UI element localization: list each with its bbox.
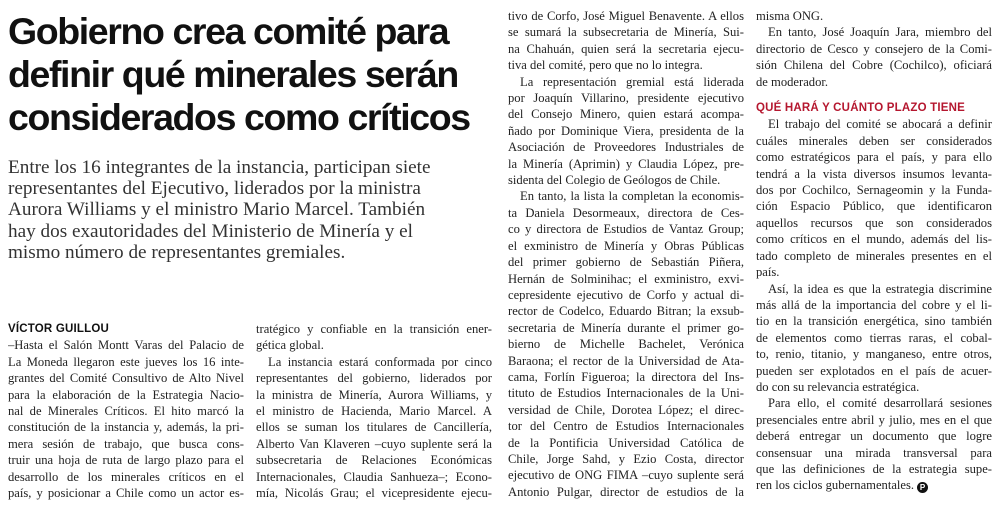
text-line: Internacionales, Claudia Sanhueza–; Econo-: [256, 469, 492, 484]
article-column-4: [756, 8, 992, 494]
text-line: de moderador.: [756, 74, 829, 89]
text-line: secretaria de Minería durante el primer go-: [508, 320, 744, 335]
text-line: sión Chilena del Cobre (Cochilco), oficiará: [756, 58, 992, 73]
text-line: Hernán de Solminihac; el exministro, exvi-: [508, 271, 744, 286]
text-line: como críticos en el mundo, además del lis-: [756, 232, 992, 247]
text-line: co y directora de Estudios de Vantaz Group;: [508, 222, 744, 237]
text-line: dos por Cochilco, Sernageomin y la Funda-: [756, 183, 992, 198]
text-line: subsecretaria de Relaciones Económicas: [256, 453, 492, 468]
byline: VÍCTOR GUILLOU: [8, 323, 109, 335]
text-line: grantes del Comité Consultivo de Alto Nivel: [8, 371, 244, 386]
text-line: Baraona; el rector de la Universidad de Ata-: [508, 353, 744, 368]
text-line: gética global.: [256, 338, 324, 353]
text-line: En tanto, la lista la completan la economis-: [520, 189, 744, 204]
headline: [8, 10, 498, 139]
text-line: mía, Nicolás Grau; el vicepresidente ejecu-: [256, 486, 492, 501]
text-line: el exministro de Minería y Obras Públicas: [508, 238, 744, 253]
text-line: tiva del comité, pero que no lo integra.: [508, 58, 703, 73]
text-line: ejecutivo de ONG FIMA –cuyo suplente será: [508, 468, 744, 483]
text-line: país.: [756, 265, 780, 280]
text-line: la ministra de Minería, Aurora Williams, y: [256, 387, 492, 402]
text-line: de la Pontificia Universidad Católica de: [508, 435, 744, 450]
text-line: que las definiciones de la estrategia supe-: [756, 461, 992, 476]
text-line: para la elaboración de la Estrategia Nacio-: [8, 387, 244, 402]
text-line: tivo de Corfo, José Miguel Benavente. A ellos: [508, 9, 744, 23]
last-line: [756, 477, 992, 493]
text-line: como estratégicos para el país, y para ello: [756, 150, 992, 165]
text-line: de elementos como tierras raras, el cobal-: [756, 330, 992, 345]
article-column-3: [508, 8, 744, 500]
text-line: Chile, Jorge Sahd, y Ezio Costa, director: [508, 451, 744, 466]
text-line: presenciales entre abril y julio, mes en el que: [756, 412, 992, 427]
text-line: cepresidente ejecutivo de Corfo y actual di-: [508, 287, 744, 302]
text-line: aquellos recursos que son considerados: [756, 215, 992, 230]
text-line: versidad de Chile, Dorotea López; el direc-: [508, 402, 744, 417]
text-line: Para ello, el comité desarrollará sesiones: [768, 396, 992, 411]
text-line: tio en la transición energética, sino también: [756, 314, 992, 329]
text-line: ren los ciclos gubernamentales.: [756, 478, 915, 493]
text-line: tratégico y confiable en la transición ener-: [256, 322, 492, 336]
text-line: tor del Centro de Estudios Internacionales: [508, 419, 744, 434]
text-line: más allá de la importancia del cobre y el li-: [756, 297, 992, 312]
text-line: ta Daniela Desormeaux, directora de Ces-: [508, 205, 744, 220]
text-line: La instancia estará conformada por cinco: [268, 354, 492, 369]
subhead-line: mismo número de representantes gremiales.: [8, 241, 346, 263]
text-line: ñado por Dominique Viera, presidenta de la: [508, 123, 744, 138]
text-line: En tanto, José Joaquín Jara, miembro del: [768, 25, 992, 40]
subheadline: [8, 157, 498, 263]
text-line: la Minería (Aprimin) y Claudia López, pre-: [508, 156, 744, 171]
text-line: Así, la idea es que la estrategia discrimine: [768, 281, 992, 296]
subhead-line: Entre los 16 integrantes de la instancia, participan siete: [8, 157, 431, 178]
text-line: to, renio, titanio, y manganeso, entre otros,: [756, 347, 992, 362]
subhead-line: representantes del Ejecutivo, liderados por la ministra: [8, 178, 421, 200]
text-line: constitución de la instancia y, además, la pri-: [8, 420, 244, 435]
text-line: rector de Codelco, Eduardo Bitran; la exsub-: [508, 304, 744, 319]
article-column-1: [8, 321, 244, 501]
text-line: truir una hoja de ruta de largo plazo para el: [8, 453, 244, 468]
text-line: do con su relevancia estratégica.: [756, 379, 920, 394]
text-line: La representación gremial está liderada: [520, 74, 744, 89]
text-line: del Consejo Minero, quien estará acompa-: [508, 107, 744, 122]
text-line: cama, Forlín Figueroa; la directora del Ins-: [508, 369, 744, 384]
text-line: del primer gobierno de Sebastián Piñera,: [508, 255, 744, 270]
text-line: –Hasta el Salón Montt Varas del Palacio de: [8, 338, 244, 353]
spacer: [756, 90, 992, 100]
text-line: deberá entregar un documento que logre: [756, 429, 992, 444]
text-line: mera sesión de trabajo, que busca cons-: [8, 436, 244, 451]
text-line: se sumará la subsecretaria de Minería, Sui-: [508, 25, 744, 40]
headline-line: Gobierno crea comité para: [8, 10, 449, 52]
end-of-article-icon: P: [917, 482, 928, 493]
text-line: directorio de Cesco y consejero de la Comi-: [756, 41, 992, 56]
text-line: sidenta del Colegio de Geólogos de Chile.: [508, 173, 721, 188]
text-line: Antonio Pulgar, director de estudios de la: [508, 484, 744, 499]
text-line: país, y posicionar a Chile como un actor es-: [8, 486, 244, 501]
subhead-line: hay dos exautoridades del Ministerio de Minería y el: [8, 220, 413, 242]
text-line: bierno de Michelle Bachelet, Verónica: [508, 337, 744, 352]
text-line: Alberto Van Klaveren –cuyo suplente será la: [256, 436, 492, 451]
text-line: tendrá a la vista diversos insumos levanta-: [756, 166, 992, 181]
article-column-2: [256, 321, 492, 501]
headline-line: definir qué minerales serán: [8, 53, 458, 95]
text-line: Asociación de Proveedores Industriales de: [508, 140, 744, 155]
text-line: ción Espacio Público, que identificaron: [756, 199, 992, 214]
text-line: tituto de Estudios Internacionales de la Uni-: [508, 386, 744, 401]
text-line: el ministro de Hacienda, Mario Marcel. A: [256, 404, 492, 419]
text-line: representantes del gobierno, liderados por: [256, 371, 492, 386]
text-line: consensuar una mirada transversal para: [756, 445, 992, 460]
text-line: na Chahuán, quien será la secretaria ejecu-: [508, 41, 744, 56]
text-line: nal de Minerales Críticos. El hito marcó la: [8, 404, 244, 419]
headline-line: considerados como críticos: [8, 96, 470, 138]
subhead-line: Aurora Williams y el ministro Mario Marcel. También: [8, 199, 426, 221]
section-title: QUÉ HARÁ Y CUÁNTO PLAZO TIENE: [756, 102, 965, 115]
text-line: tado completo de minerales presentes en el: [756, 248, 992, 263]
text-line: El trabajo del comité se abocará a definir: [768, 117, 992, 132]
text-line: pueden ser explotados en el país de acuer-: [756, 363, 992, 378]
text-line: desarrollo de los minerales críticos en el: [8, 469, 244, 484]
text-line: La Moneda llegaron este jueves los 16 inte-: [8, 354, 244, 369]
text-line: por Joaquín Villarino, presidente ejecutivo: [508, 91, 744, 106]
text-line: cuáles minerales deben ser considerados: [756, 133, 992, 148]
text-line: ellos se suman los titulares de Cancillería,: [256, 420, 492, 435]
text-line: misma ONG.: [756, 9, 824, 23]
